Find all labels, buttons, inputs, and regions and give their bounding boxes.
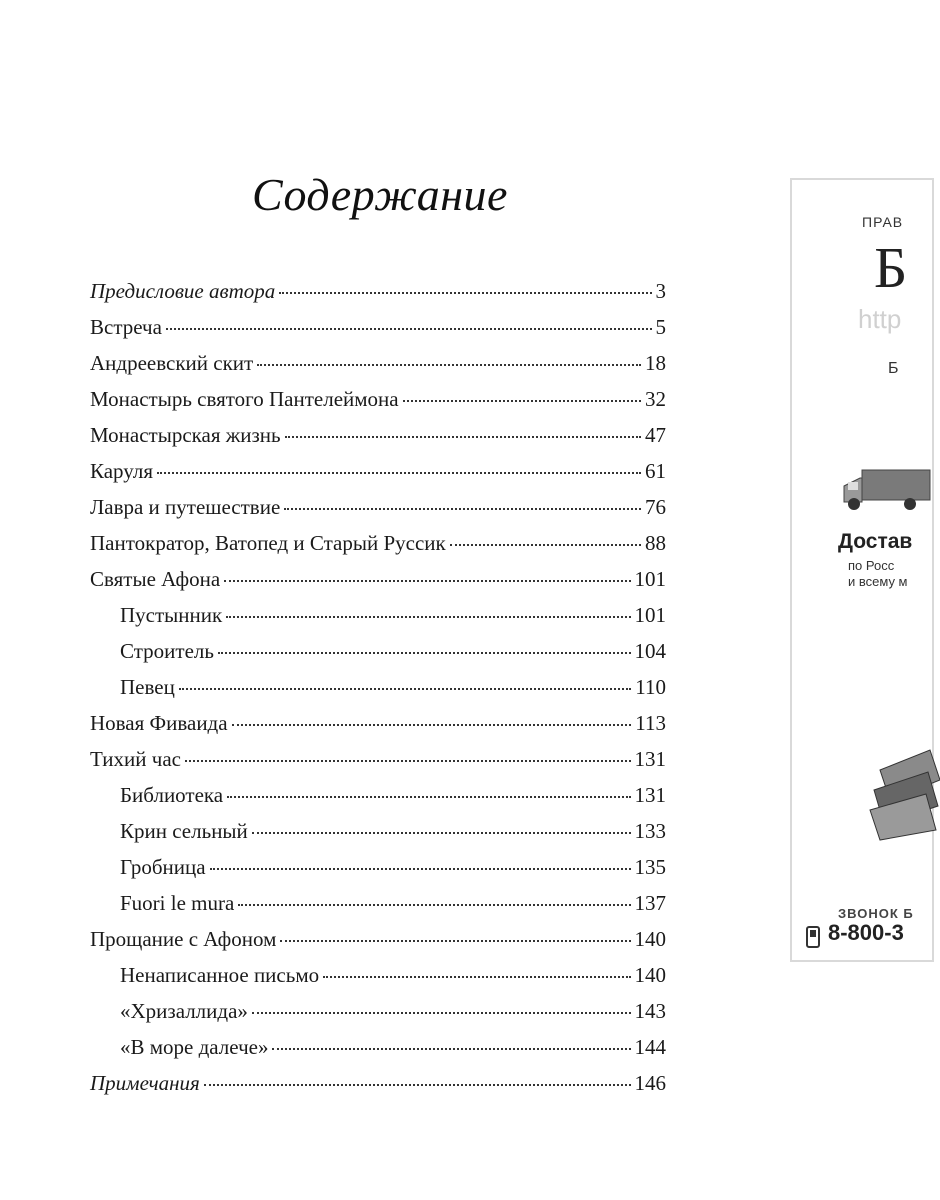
toc-entry xyxy=(90,708,666,738)
toc-subentry xyxy=(120,852,666,882)
ad-delivery-subtitle xyxy=(848,558,908,590)
toc-entry xyxy=(90,924,666,954)
toc-entry xyxy=(90,348,666,378)
toc-subentry xyxy=(120,780,666,810)
toc-page-number: 144 xyxy=(634,1035,666,1059)
phone-icon xyxy=(806,926,820,948)
toc-page-number: 135 xyxy=(634,855,666,879)
dot-leader xyxy=(166,327,652,330)
toc-entry-title: Примечания xyxy=(90,1071,200,1095)
toc-entry xyxy=(90,420,666,450)
toc-subentry xyxy=(120,672,666,702)
toc-page-number: 131 xyxy=(634,747,666,771)
toc-page-number: 140 xyxy=(634,963,666,987)
dot-leader xyxy=(403,399,641,402)
toc-subentry xyxy=(120,996,666,1026)
toc-entry-title: Монастырская жизнь xyxy=(90,423,281,447)
dot-leader xyxy=(157,471,641,474)
dot-leader xyxy=(179,687,631,690)
advertisement-card xyxy=(790,178,934,962)
toc-entry-title: Пустынник xyxy=(120,603,223,627)
page-title: Содержание xyxy=(252,169,508,220)
ad-phone-number: 8-800-3 xyxy=(828,920,904,945)
toc-page-number: 18 xyxy=(645,351,666,375)
toc-page-number: 3 xyxy=(655,279,666,303)
dot-leader xyxy=(204,1083,631,1086)
toc-entry-title: Андреевский скит xyxy=(90,351,254,375)
dot-leader xyxy=(450,543,641,546)
ad-logo-letter: Б xyxy=(874,235,908,300)
toc-entry-title: Крин сельный xyxy=(120,819,248,843)
ad-delivery-line-1: по Росс xyxy=(848,558,895,573)
books-icon xyxy=(870,750,940,840)
dot-leader xyxy=(185,759,631,762)
toc-entry xyxy=(90,492,666,522)
dot-leader xyxy=(252,831,631,834)
dot-leader xyxy=(257,363,641,366)
toc-page-number: 146 xyxy=(634,1071,666,1095)
ad-delivery-line-2: и всему м xyxy=(848,574,908,589)
toc-entry-title: Новая Фиваида xyxy=(90,711,228,735)
ad-url: http xyxy=(858,304,902,334)
toc-entry-title: Монастырь святого Пантелеймона xyxy=(90,387,399,411)
toc-page-number: 133 xyxy=(634,819,666,843)
toc-entry-title: Встреча xyxy=(90,315,162,339)
dot-leader xyxy=(210,867,631,870)
toc-entry-title: Строитель xyxy=(120,639,214,663)
toc-entry-title: Fuori le mura xyxy=(120,891,235,915)
toc-entry-title: Святые Афона xyxy=(90,567,221,591)
toc-page-number: 47 xyxy=(645,423,666,447)
toc-subentry xyxy=(120,600,666,630)
toc-page-number: 143 xyxy=(634,999,666,1023)
ad-delivery-heading: Достав xyxy=(838,530,913,553)
dot-leader xyxy=(232,723,632,726)
ad-header-text: ПРАВ xyxy=(862,214,904,230)
toc-entry-title: Предисловие автора xyxy=(90,279,276,303)
toc-page-number: 140 xyxy=(634,927,666,951)
dot-leader xyxy=(323,975,630,978)
toc-subentry xyxy=(120,816,666,846)
toc-entry xyxy=(90,528,666,558)
dot-leader xyxy=(226,615,630,618)
toc-page-number: 32 xyxy=(645,387,666,411)
toc-page-number: 76 xyxy=(645,495,666,519)
toc-entry-title: «В море далече» xyxy=(120,1035,269,1059)
toc-entry xyxy=(90,456,666,486)
toc-entry xyxy=(90,384,666,414)
toc-entry xyxy=(90,564,666,594)
toc-entry-title: Гробница xyxy=(120,855,206,879)
toc-subentry xyxy=(120,636,666,666)
ad-call-label: ЗВОНОК Б xyxy=(838,906,914,921)
dot-leader xyxy=(227,795,630,798)
toc-page-number: 101 xyxy=(634,603,666,627)
toc-entry-title: Певец xyxy=(120,675,175,699)
dot-leader xyxy=(238,903,630,906)
toc-entry xyxy=(90,276,666,306)
dot-leader xyxy=(224,579,630,582)
dot-leader xyxy=(279,291,651,294)
toc-entry-title: Библиотека xyxy=(120,783,224,807)
toc-page-number: 101 xyxy=(634,567,666,591)
toc-subentry xyxy=(120,1032,666,1062)
toc-entry-title: Тихий час xyxy=(90,747,181,771)
toc-entry-title: «Хризаллида» xyxy=(120,999,248,1023)
toc-page-number: 131 xyxy=(634,783,666,807)
dot-leader xyxy=(284,507,641,510)
toc-page-number: 61 xyxy=(645,459,666,483)
ad-subtitle: Б xyxy=(888,360,899,377)
dot-leader xyxy=(218,651,631,654)
toc-entry-title: Каруля xyxy=(90,459,153,483)
dot-leader xyxy=(252,1011,631,1014)
dot-leader xyxy=(272,1047,630,1050)
toc-page-number: 110 xyxy=(635,675,666,699)
truck-icon xyxy=(840,468,930,514)
toc-entry-title: Пантократор, Ватопед и Старый Руссик xyxy=(90,531,446,555)
toc-entry-title: Ненаписанное письмо xyxy=(120,963,320,987)
toc-subentry xyxy=(120,960,666,990)
toc-page-number: 88 xyxy=(645,531,666,555)
toc-subentry xyxy=(120,888,666,918)
toc-entry xyxy=(90,744,666,774)
dot-leader xyxy=(285,435,641,438)
toc-page-number: 5 xyxy=(655,315,666,339)
toc-entry xyxy=(90,312,666,342)
toc-entry-title: Лавра и путешествие xyxy=(90,495,281,519)
toc-entry xyxy=(90,1068,666,1098)
dot-leader xyxy=(280,939,630,942)
toc-page-number: 137 xyxy=(634,891,666,915)
toc-page-number: 113 xyxy=(635,711,666,735)
toc-page-number: 104 xyxy=(634,639,666,663)
toc-entry-title: Прощание с Афоном xyxy=(90,927,277,951)
